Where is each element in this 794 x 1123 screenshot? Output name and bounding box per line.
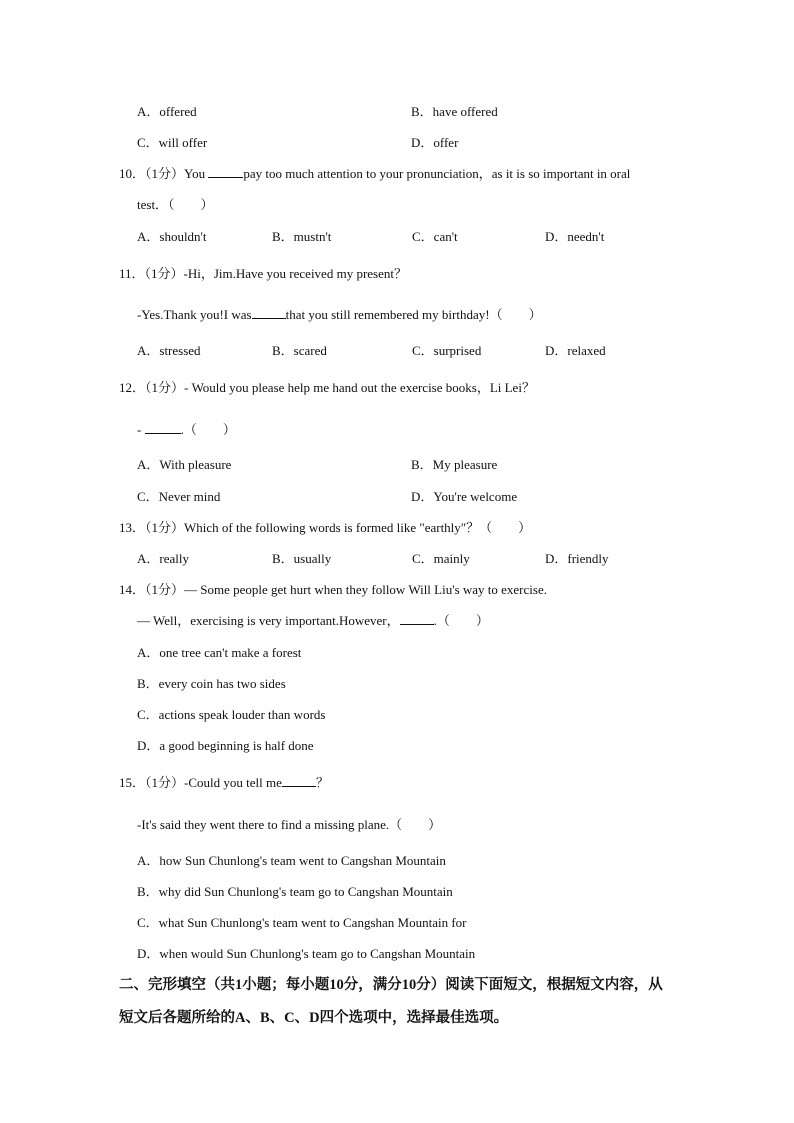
q10-prefix: 10．（1分）You [119,166,209,181]
q13-option-b: B．usually [272,551,332,566]
q15-line1-prefix: 15．（1分）-Could you tell me [119,775,282,790]
q9-option-b: B．have offered [411,104,498,119]
q12-stem: 12．（1分）- Would you please help me hand out the exercise books，Li Lei？ [119,380,535,395]
q11-line2-prefix: -Yes.Thank you!I was [137,307,252,322]
q14-option-d: D．a good beginning is half done [137,738,314,753]
q10-option-b: B．mustn't [272,229,332,244]
q14-line2-prefix: — Well，exercising is very important.However， [137,613,400,628]
q13-stem: 13．（1分）Which of the following words is formed like "earthly"？（ ） [119,520,532,535]
q12-option-a: A．With pleasure [137,457,232,472]
q9-option-d: D．offer [411,135,459,150]
section2-heading-line2: 短文后各题所给的A、B、C、D四个选项中，选择最佳选项。 [119,1010,509,1026]
answer-blank [145,422,181,434]
q11-stem: 11．（1分）-Hi，Jim.Have you received my present？ [119,266,407,281]
q11-line2-suffix: that you still remembered my birthday!（ ） [285,307,542,322]
q10-option-c: C．can't [412,229,458,244]
q14-line2-suffix: .（ ） [433,613,489,628]
q15-stem [119,775,329,791]
answer-blank [252,307,286,319]
q10-stem-line2: test．（ ） [137,197,214,212]
q10-suffix: pay too much attention to your pronunciation，as it is so important in oral [243,166,631,181]
q10-option-d: D．needn't [545,229,605,244]
q14-option-c: C．actions speak louder than words [137,707,326,722]
q14-stem: 14．（1分）— Some people get hurt when they follow Will Liu's way to exercise. [119,582,547,597]
q11-option-b: B．scared [272,343,327,358]
q11-stem-line2 [137,307,542,323]
answer-blank [400,613,434,625]
q12-option-c: C．Never mind [137,489,221,504]
q15-stem-line2: -It's said they went there to find a missing plane.（ ） [137,817,442,832]
q13-option-c: C．mainly [412,551,470,566]
q10-stem [119,166,630,182]
q15-option-c: C．what Sun Chunlong's team went to Cangshan Mountain for [137,915,467,930]
q15-option-d: D．when would Sun Chunlong's team go to Cangshan Mountain [137,946,476,961]
section2-heading: 二、完形填空（共1小题；每小题10分，满分10分）阅读下面短文，根据短文内容，从 [119,977,663,993]
q15-option-a: A．how Sun Chunlong's team went to Cangshan Mountain [137,853,446,868]
q14-option-a: A．one tree can't make a forest [137,645,302,660]
q15-option-b: B．why did Sun Chunlong's team go to Cangshan Mountain [137,884,453,899]
q11-option-c: C．surprised [412,343,482,358]
q11-option-a: A．stressed [137,343,201,358]
q10-option-a: A．shouldn't [137,229,207,244]
q12-line2-prefix: - [137,422,145,437]
q14-stem-line2 [137,613,489,629]
q12-option-b: B．My pleasure [411,457,498,472]
q12-line2-suffix: .（ ） [180,422,236,437]
q15-line1-suffix: ？ [315,775,329,790]
q13-option-d: D．friendly [545,551,609,566]
answer-blank [208,166,243,178]
q11-option-d: D．relaxed [545,343,606,358]
q9-option-a: A．offered [137,104,197,119]
q9-option-c: C．will offer [137,135,208,150]
answer-blank [282,775,316,787]
q12-option-d: D．You're welcome [411,489,518,504]
q12-stem-line2 [137,422,236,438]
q14-option-b: B．every coin has two sides [137,676,286,691]
q13-option-a: A．really [137,551,189,566]
